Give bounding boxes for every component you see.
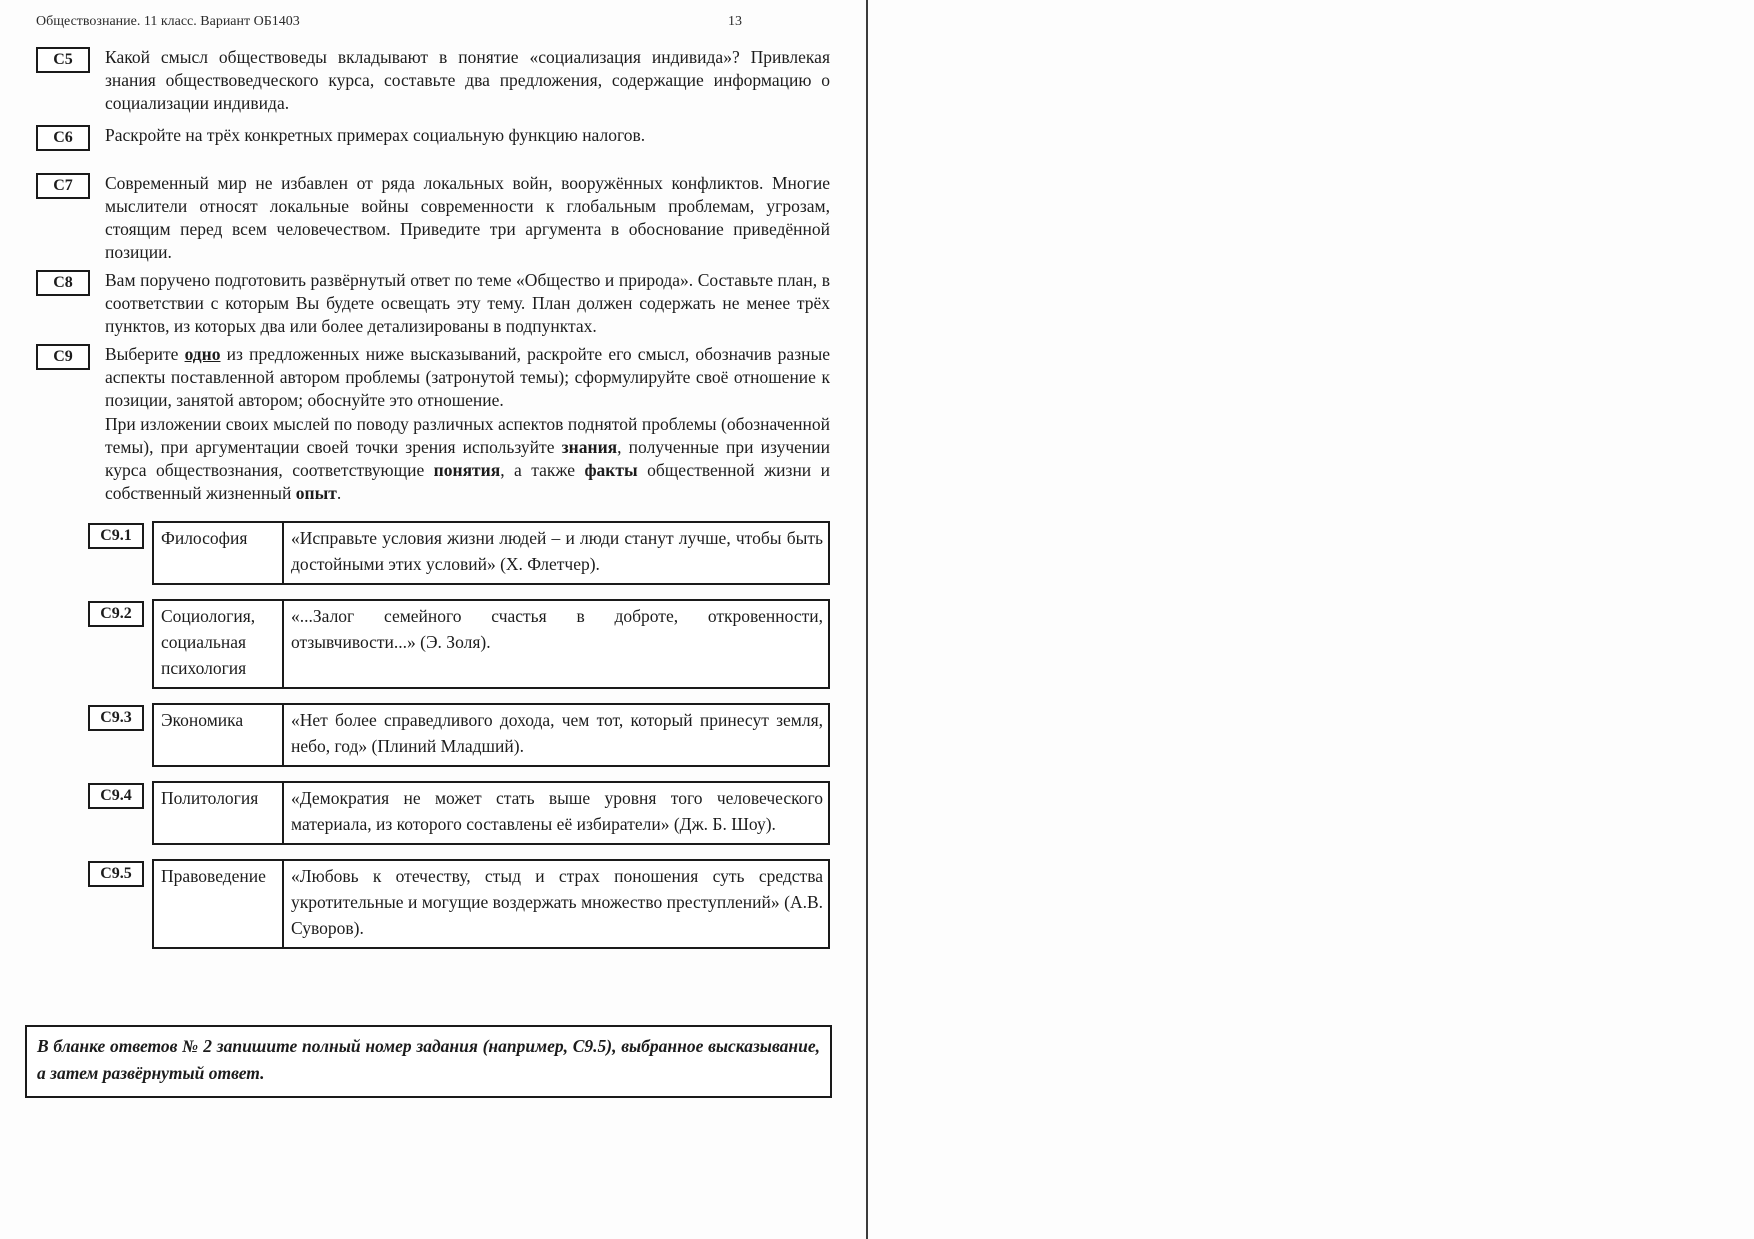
task-c6-text: Раскройте на трёх конкретных примерах социальную функцию налогов. bbox=[105, 125, 646, 145]
statement-badge-c9-4: С9.4 bbox=[88, 783, 144, 809]
page-edge-line bbox=[866, 0, 868, 1239]
statement-badge-c9-3: С9.3 bbox=[88, 705, 144, 731]
task-c7-text: Современный мир не избавлен от ряда локальных войн, вооружённых конфликтов. Многие мыслители относят локальные войны современности к глобальным проблемам, угрозам, стоящим перед всем человечеством. Приведите три аргумента в обоснование приведённой позиции. bbox=[105, 173, 830, 262]
c9-p2-bold-opyt: опыт bbox=[295, 483, 337, 503]
statement-badge-c9-2: С9.2 bbox=[88, 601, 144, 627]
task-c5-badge: С5 bbox=[36, 47, 90, 73]
c9-p2-bold-fakty: факты bbox=[584, 460, 638, 480]
statement-badge-c9-5: С9.5 bbox=[88, 861, 144, 887]
statement-row-c9-3 bbox=[36, 703, 830, 767]
task-c7 bbox=[36, 172, 830, 264]
task-c6-badge: С6 bbox=[36, 125, 90, 151]
task-c8-badge-col bbox=[36, 269, 105, 296]
exam-page bbox=[0, 0, 866, 1239]
task-c5-badge-col bbox=[36, 46, 105, 73]
statement-table-c9-3 bbox=[152, 703, 830, 767]
statement-table-c9-1 bbox=[152, 521, 830, 585]
task-c9 bbox=[36, 343, 830, 505]
task-c9-paragraph-2 bbox=[105, 413, 830, 505]
page-number: 13 bbox=[728, 14, 742, 29]
statement-table-c9-5 bbox=[152, 859, 830, 949]
task-c7-badge: С7 bbox=[36, 173, 90, 199]
task-c6-badge-col bbox=[36, 124, 105, 151]
c9-p2-seg9: . bbox=[336, 483, 342, 503]
quote-cell: «Любовь к отечеству, стыд и страх поношения суть средства укротительные и могущие воздержать множество преступлений» (А.В. Суворов). bbox=[291, 866, 823, 938]
task-c5-text: Какой смысл обществоведы вкладывают в понятие «социализация индивида»? Привлекая знания обществоведческого курса, составьте два предложения, содержащие информацию о социализации индивида. bbox=[105, 47, 830, 113]
statement-table-c9-2 bbox=[152, 599, 830, 689]
task-c8-badge: С8 bbox=[36, 270, 90, 296]
statements-table bbox=[36, 521, 830, 949]
c9-p2-seg3: , полученные при изучении курса обществознания, соответствующие bbox=[105, 437, 831, 480]
task-c8 bbox=[36, 269, 830, 338]
task-c8-text: Вам поручено подготовить развёрнутый ответ по теме «Общество и природа». Составьте план, в соответствии с которым Вы будете освещать эту тему. План должен содержать не менее трёх пунктов, из которых два или более детализированы в подпунктах. bbox=[105, 270, 830, 336]
quote-cell: «Исправьте условия жизни людей – и люди станут лучше, чтобы быть достойными этих условий» (Х. Флетчер). bbox=[291, 528, 823, 574]
task-c5 bbox=[36, 46, 830, 115]
task-c6 bbox=[36, 124, 830, 151]
task-c9-badge: С9 bbox=[36, 344, 90, 370]
c9-p1-seg3: из предложенных ниже высказываний, раскройте его смысл, обозначив разные аспекты поставленной автором проблемы (затронутой темы); сформулируйте своё отношение к позиции, занятой автором; обоснуйте это отношение. bbox=[105, 344, 831, 410]
task-c9-badge-col bbox=[36, 343, 105, 370]
answer-sheet-instruction-box: В бланке ответов № 2 запишите полный номер задания (например, С9.5), выбранное высказывание, а затем развёрнутый ответ. bbox=[25, 1025, 832, 1098]
c9-p2-seg1: При изложении своих мыслей по поводу различных аспектов поднятой проблемы (обозначенной темы), при аргументации своей точки зрения используйте bbox=[105, 414, 830, 457]
task-c9-paragraph-1 bbox=[105, 343, 830, 412]
category-cell: Философия bbox=[154, 523, 284, 583]
c9-p2-bold-ponyatiya: понятия bbox=[433, 460, 501, 480]
c9-p1-seg1: Выберите bbox=[105, 344, 185, 364]
quote-cell: «...Залог семейного счастья в доброте, откровенности, отзывчивости...» (Э. Золя). bbox=[291, 606, 823, 652]
c9-p2-bold-znaniya: знания bbox=[561, 437, 618, 457]
statement-row-c9-4 bbox=[36, 781, 830, 845]
statement-row-c9-2 bbox=[36, 599, 830, 689]
running-header bbox=[36, 14, 830, 30]
category-cell: Политология bbox=[154, 783, 284, 843]
statement-row-c9-1 bbox=[36, 521, 830, 585]
statement-row-c9-5 bbox=[36, 859, 830, 949]
category-cell: Социология, социальная психология bbox=[154, 601, 284, 687]
category-cell: Экономика bbox=[154, 705, 284, 765]
statement-table-c9-4 bbox=[152, 781, 830, 845]
quote-cell: «Демократия не может стать выше уровня того человеческого материала, из которого составлены её избиратели» (Дж. Б. Шоу). bbox=[291, 788, 823, 834]
category-cell: Правоведение bbox=[154, 861, 284, 947]
statement-badge-c9-1: С9.1 bbox=[88, 523, 144, 549]
document-title: Обществознание. 11 класс. Вариант ОБ1403 bbox=[36, 14, 300, 29]
c9-p1-emphasis-word: одно bbox=[184, 344, 221, 364]
task-c9-text bbox=[105, 343, 830, 505]
c9-p2-seg5: , а также bbox=[500, 460, 585, 480]
task-c7-badge-col bbox=[36, 172, 105, 199]
c9-p2-seg7: общественной жизни и собственный жизненный bbox=[105, 460, 830, 503]
quote-cell: «Нет более справедливого дохода, чем тот, который принесут земля, небо, год» (Плиний Младший). bbox=[291, 710, 823, 756]
